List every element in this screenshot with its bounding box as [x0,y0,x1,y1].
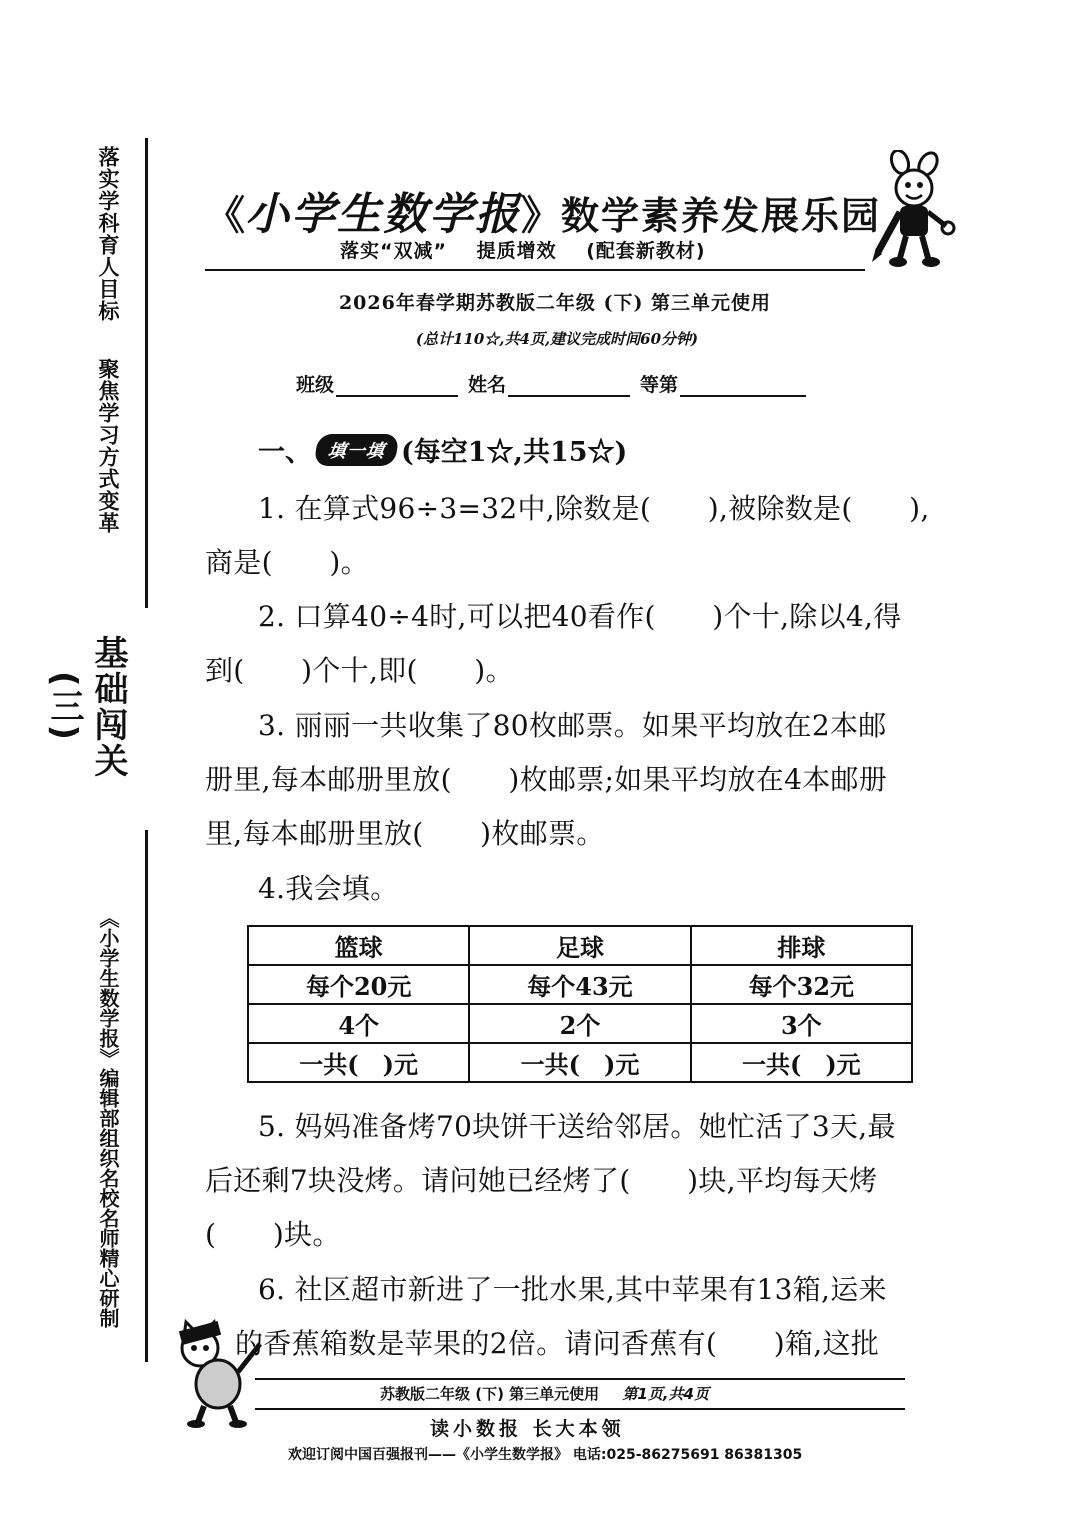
q3-line-2: 册里,每本邮册里放( )枚邮票;如果平均放在4本邮册 [205,763,888,796]
q2-line-2: 到( )个十,即( )。 [205,654,514,687]
section-title: 数学素养发展乐园 [561,194,882,238]
table-row [248,965,912,1004]
table-row [248,1004,912,1043]
table-answer-cell[interactable]: 一共( )元 [469,1043,690,1082]
ball-price-table [247,925,913,1083]
q2-line-1: 2. 口算40÷4时,可以把40看作( )个十,除以4,得 [258,600,902,633]
class-field[interactable] [296,370,458,397]
table-header-cell: 篮球 [248,926,469,965]
q5-line-3: ( )块。 [205,1218,341,1251]
q1-line-1: 1. 在算式96÷3=32中,除数是( ),被除数是( ), [258,492,930,525]
page-number: 第1页,共4页 [622,1385,709,1403]
side-slogan-top: 落实学科育人目标 [96,146,120,322]
q1-line-2: 商是( )。 [205,546,369,579]
question-6 [205,1263,957,1371]
footer-motto: 读小数报 长大本领 [430,1418,625,1440]
grade-field[interactable] [640,370,806,397]
side-credit: 《小学生数学报》编辑部组织名校名师精心研制 [96,908,120,1328]
masthead-rule [205,269,865,271]
section-1-banner: 填一填 [314,434,399,466]
question-4 [205,862,957,916]
brand-close-quote: 》 [521,193,561,239]
footer-edition-line [380,1383,727,1404]
table-header-cell: 足球 [469,926,690,965]
name-field[interactable] [468,370,630,397]
q3-line-1: 3. 丽丽一共收集了80枚邮票。如果平均放在2本邮 [258,709,887,742]
student-fields [296,370,816,397]
footer-subscribe: 欢迎订阅中国百强报刊——《小学生数学报》 电话:025-86275691 86381305 [288,1447,803,1463]
cat-mascot-icon [168,1318,268,1428]
footer-edition: 苏教版二年级 (下) 第三单元使用 [380,1385,600,1403]
section-1-number: 一、 [258,437,312,468]
slogan-textbook: (配套新教材) [586,240,706,262]
question-3 [205,699,957,861]
table-cell: 3个 [691,1004,912,1043]
q5-line-2: 后还剩7块没烤。请问她已经烤了( )块,平均每天烤 [205,1164,878,1197]
footer-rule-bottom [255,1408,905,1410]
masthead-slogan [340,236,728,263]
q4-line: 4.我会填。 [258,872,399,905]
footer-rule-top [255,1378,905,1380]
side-divider-top [145,138,148,608]
side-slogan-mid: 聚焦学习方式变革 [96,358,120,534]
q3-line-3: 里,每本邮册里放( )枚邮票。 [205,817,605,850]
question-2 [205,590,957,698]
class-label: 班级 [296,374,335,396]
exam-info: (总计110☆,共4页,建议完成时间60分钟) [415,330,699,348]
class-blank[interactable] [336,375,458,397]
q6-line-2: 的香蕉箱数是苹果的2倍。请问香蕉有( )箱,这批 [235,1327,880,1360]
table-cell: 每个32元 [691,965,912,1004]
side-divider-bottom [145,830,148,1362]
slogan-quality: 提质增效 [476,240,557,262]
edition-line: 2026年春学期苏教版二年级 (下) 第三单元使用 [338,292,772,314]
name-label: 姓名 [468,374,507,396]
question-1 [205,482,957,590]
grade-blank[interactable] [680,375,806,397]
brand-name: 小学生数学报 [245,189,521,240]
q6-line-1: 6. 社区超市新进了一批水果,其中苹果有13箱,运来 [258,1273,887,1306]
table-cell: 4个 [248,1004,469,1043]
name-blank[interactable] [508,375,630,397]
rabbit-mascot-icon [860,150,960,270]
table-cell: 2个 [469,1004,690,1043]
side-level-title: 基础闯关(三) [44,635,128,779]
table-answer-cell[interactable]: 一共( )元 [248,1043,469,1082]
section-1-score: (每空1☆,共15☆) [401,437,628,468]
table-row [248,1043,912,1082]
brand-open-quote: 《 [205,193,245,239]
table-answer-cell[interactable]: 一共( )元 [691,1043,912,1082]
masthead-title [205,178,881,238]
table-header-cell: 排球 [691,926,912,965]
grade-label: 等第 [640,374,679,396]
table-cell: 每个20元 [248,965,469,1004]
table-cell: 每个43元 [469,965,690,1004]
section-1-heading [258,430,627,469]
slogan-double-reduction: 落实“双减” [340,240,447,262]
q5-line-1: 5. 妈妈准备烤70块饼干送给邻居。她忙活了3天,最 [258,1110,896,1143]
question-5 [205,1100,957,1262]
table-row [248,926,912,965]
